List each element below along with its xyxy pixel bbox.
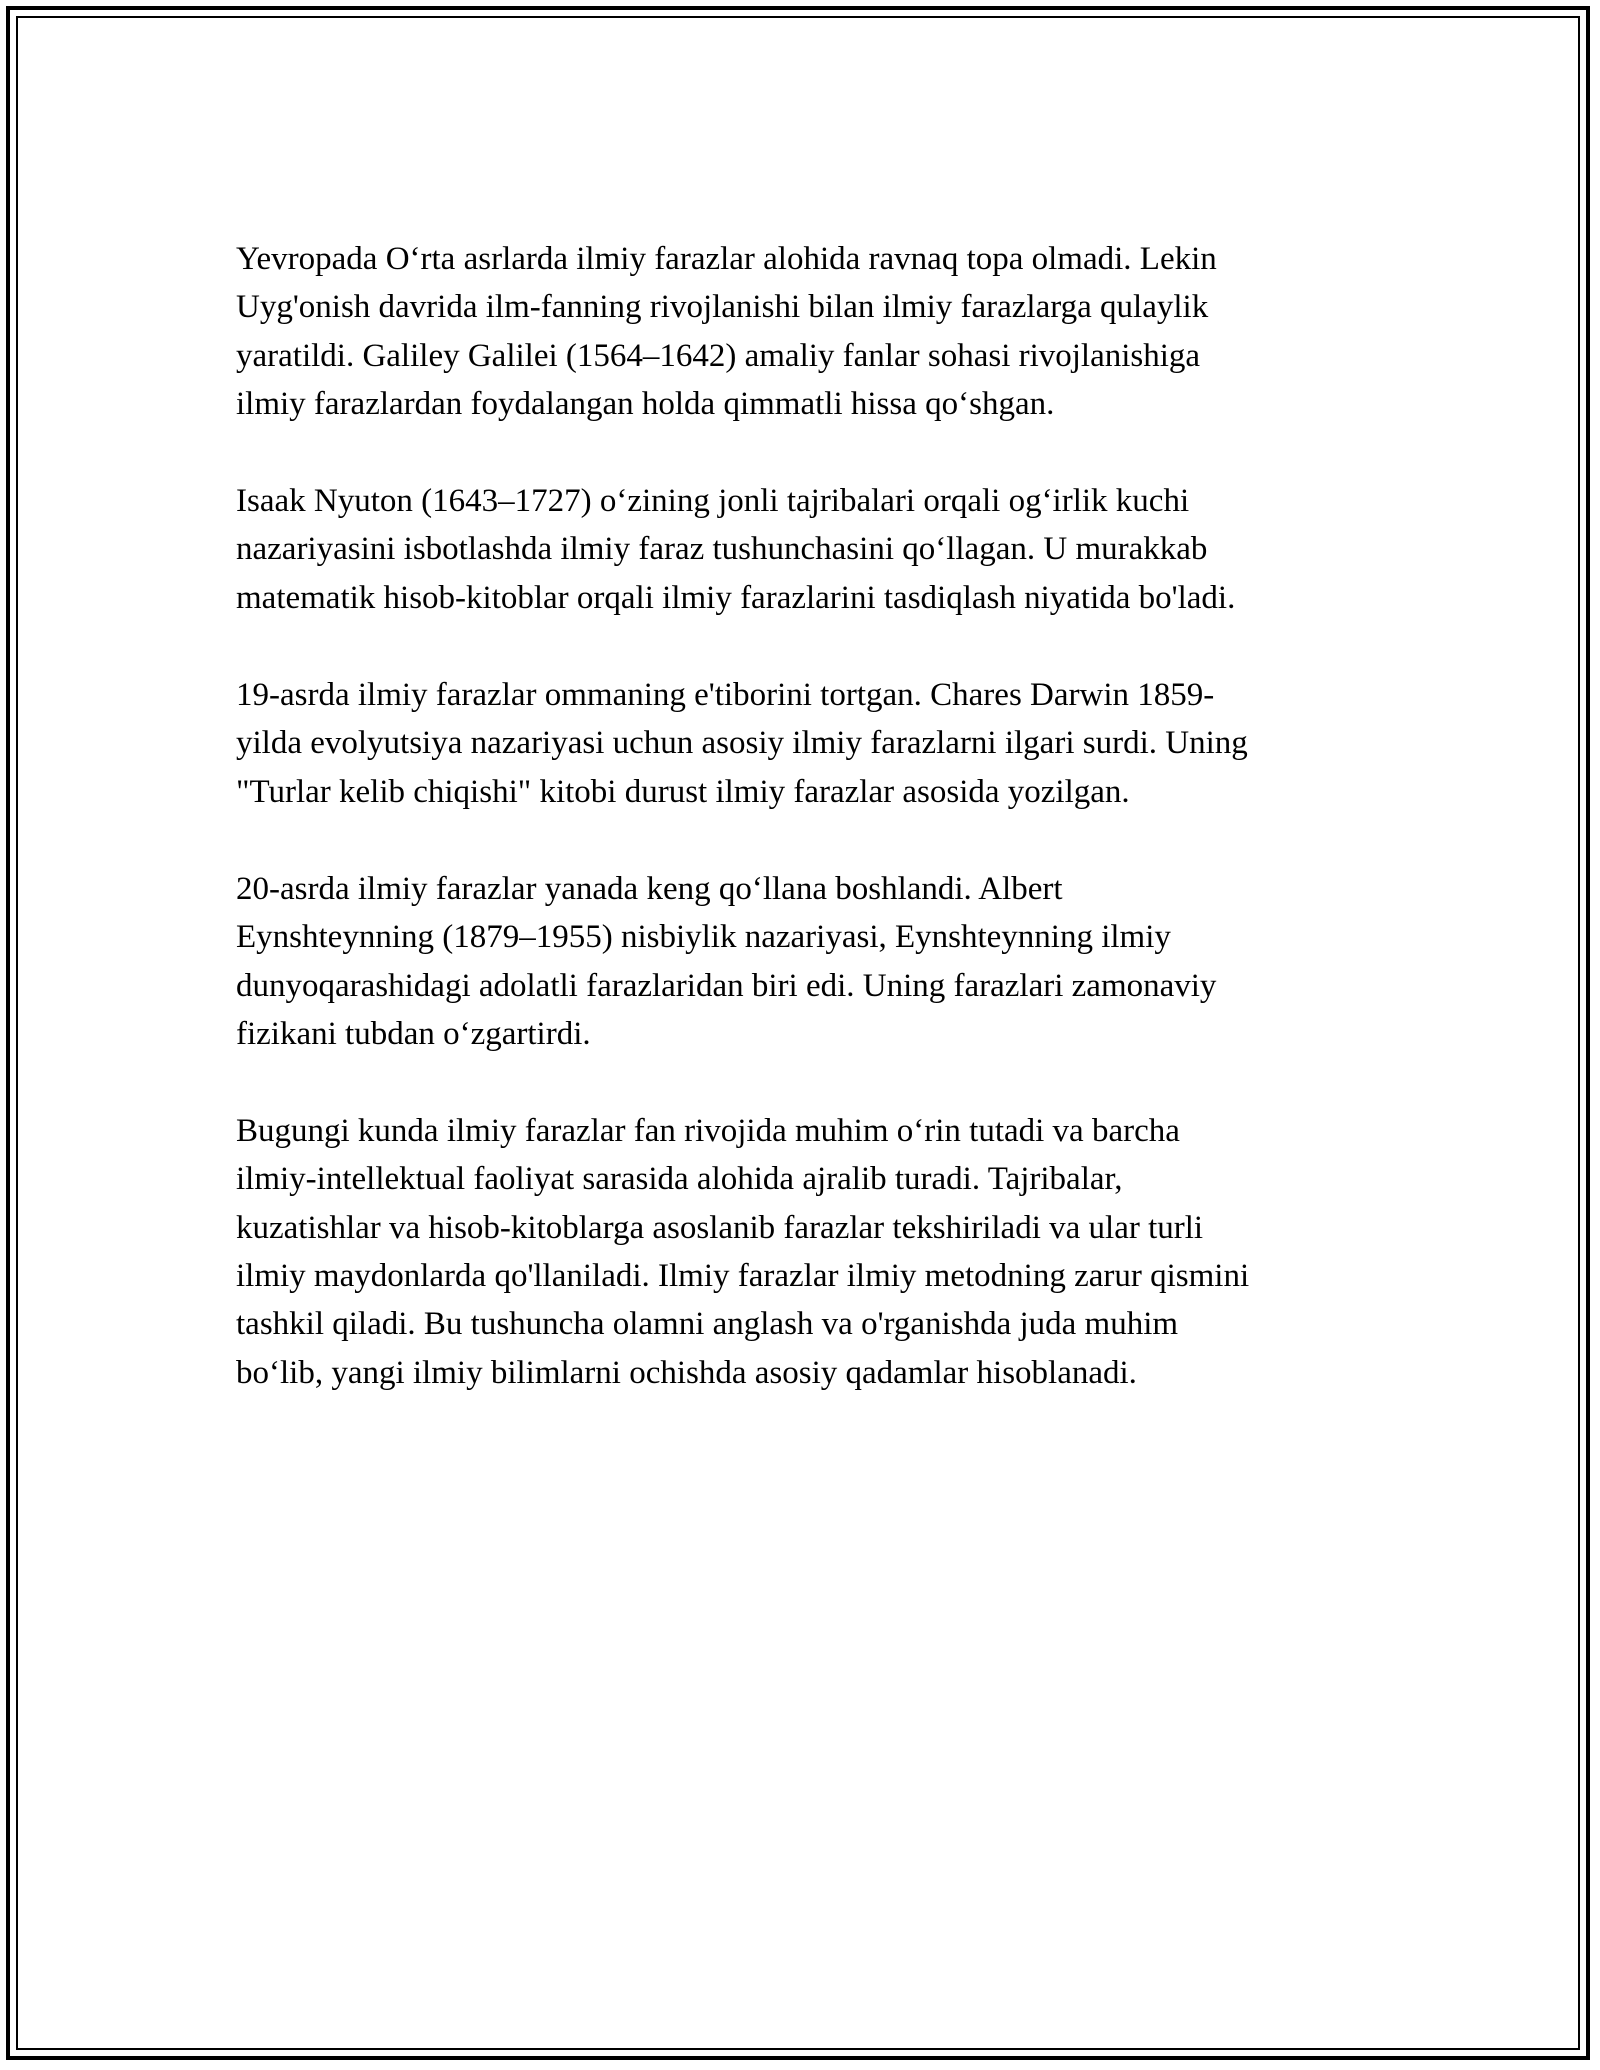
paragraph-darwin: 19-asrda ilmiy farazlar ommaning e'tiborini tortgan. Chares Darwin 1859- yilda evolyutsiya nazariyasi uchun asosiy ilmiy farazlarni ilgari surdi. Uning "Turlar kelib chiqishi" kitobi durust ilmiy farazlar asosida yozilgan. [236,677,1248,810]
paragraph-newton: Isaak Nyuton (1643–1727) o‘zining jonli tajribalari orqali og‘irlik kuchi nazariyasini isbotlashda ilmiy faraz tushunchasini qo‘llagan. U murakkab matematik hisob-kitoblar orqali ilmiy farazlarini tasdiqlash niyatida bo'ladi. [236,483,1236,616]
paragraph-today: Bugungi kunda ilmiy farazlar fan rivojida muhim o‘rin tutadi va barcha ilmiy-intellektual faoliyat sarasida alohida ajralib turadi. Tajribalar, kuzatishlar va hisob-kitoblarga asoslanib farazlar tekshiriladi va ular turli ilmiy maydonlarda qo'llaniladi. Ilmiy farazlar ilmiy metodning zarur qismini tashkil qiladi. Bu tushuncha olamni anglash va o'rganishda juda muhim bo‘lib, yangi ilmiy bilimlarni ochishda asosiy qadamlar hisoblanadi. [236,1113,1250,1391]
paragraph-einstein: 20-asrda ilmiy farazlar yanada keng qo‘llana boshlandi. Albert Eynshteynning (1879–1955) nisbiylik nazariyasi, Eynshteynning ilmiy dunyoqarashidagi adolatli farazlaridan biri edi. Uning farazlari zamonaviy fizikani tubdan o‘zgartirdi. [236,870,1217,1052]
document-body [236,235,1376,1446]
paragraph-middle-ages: Yevropada O‘rta asrlarda ilmiy farazlar alohida ravnaq topa olmadi. Lekin Uyg'onish davrida ilm-fanning rivojlanishi bilan ilmiy farazlarga qulaylik yaratildi. Galiley Galilei (1564–1642) amaliy fanlar sohasi rivojlanishiga ilmiy farazlardan foydalangan holda qimmatli hissa qo‘shgan. [236,241,1217,422]
